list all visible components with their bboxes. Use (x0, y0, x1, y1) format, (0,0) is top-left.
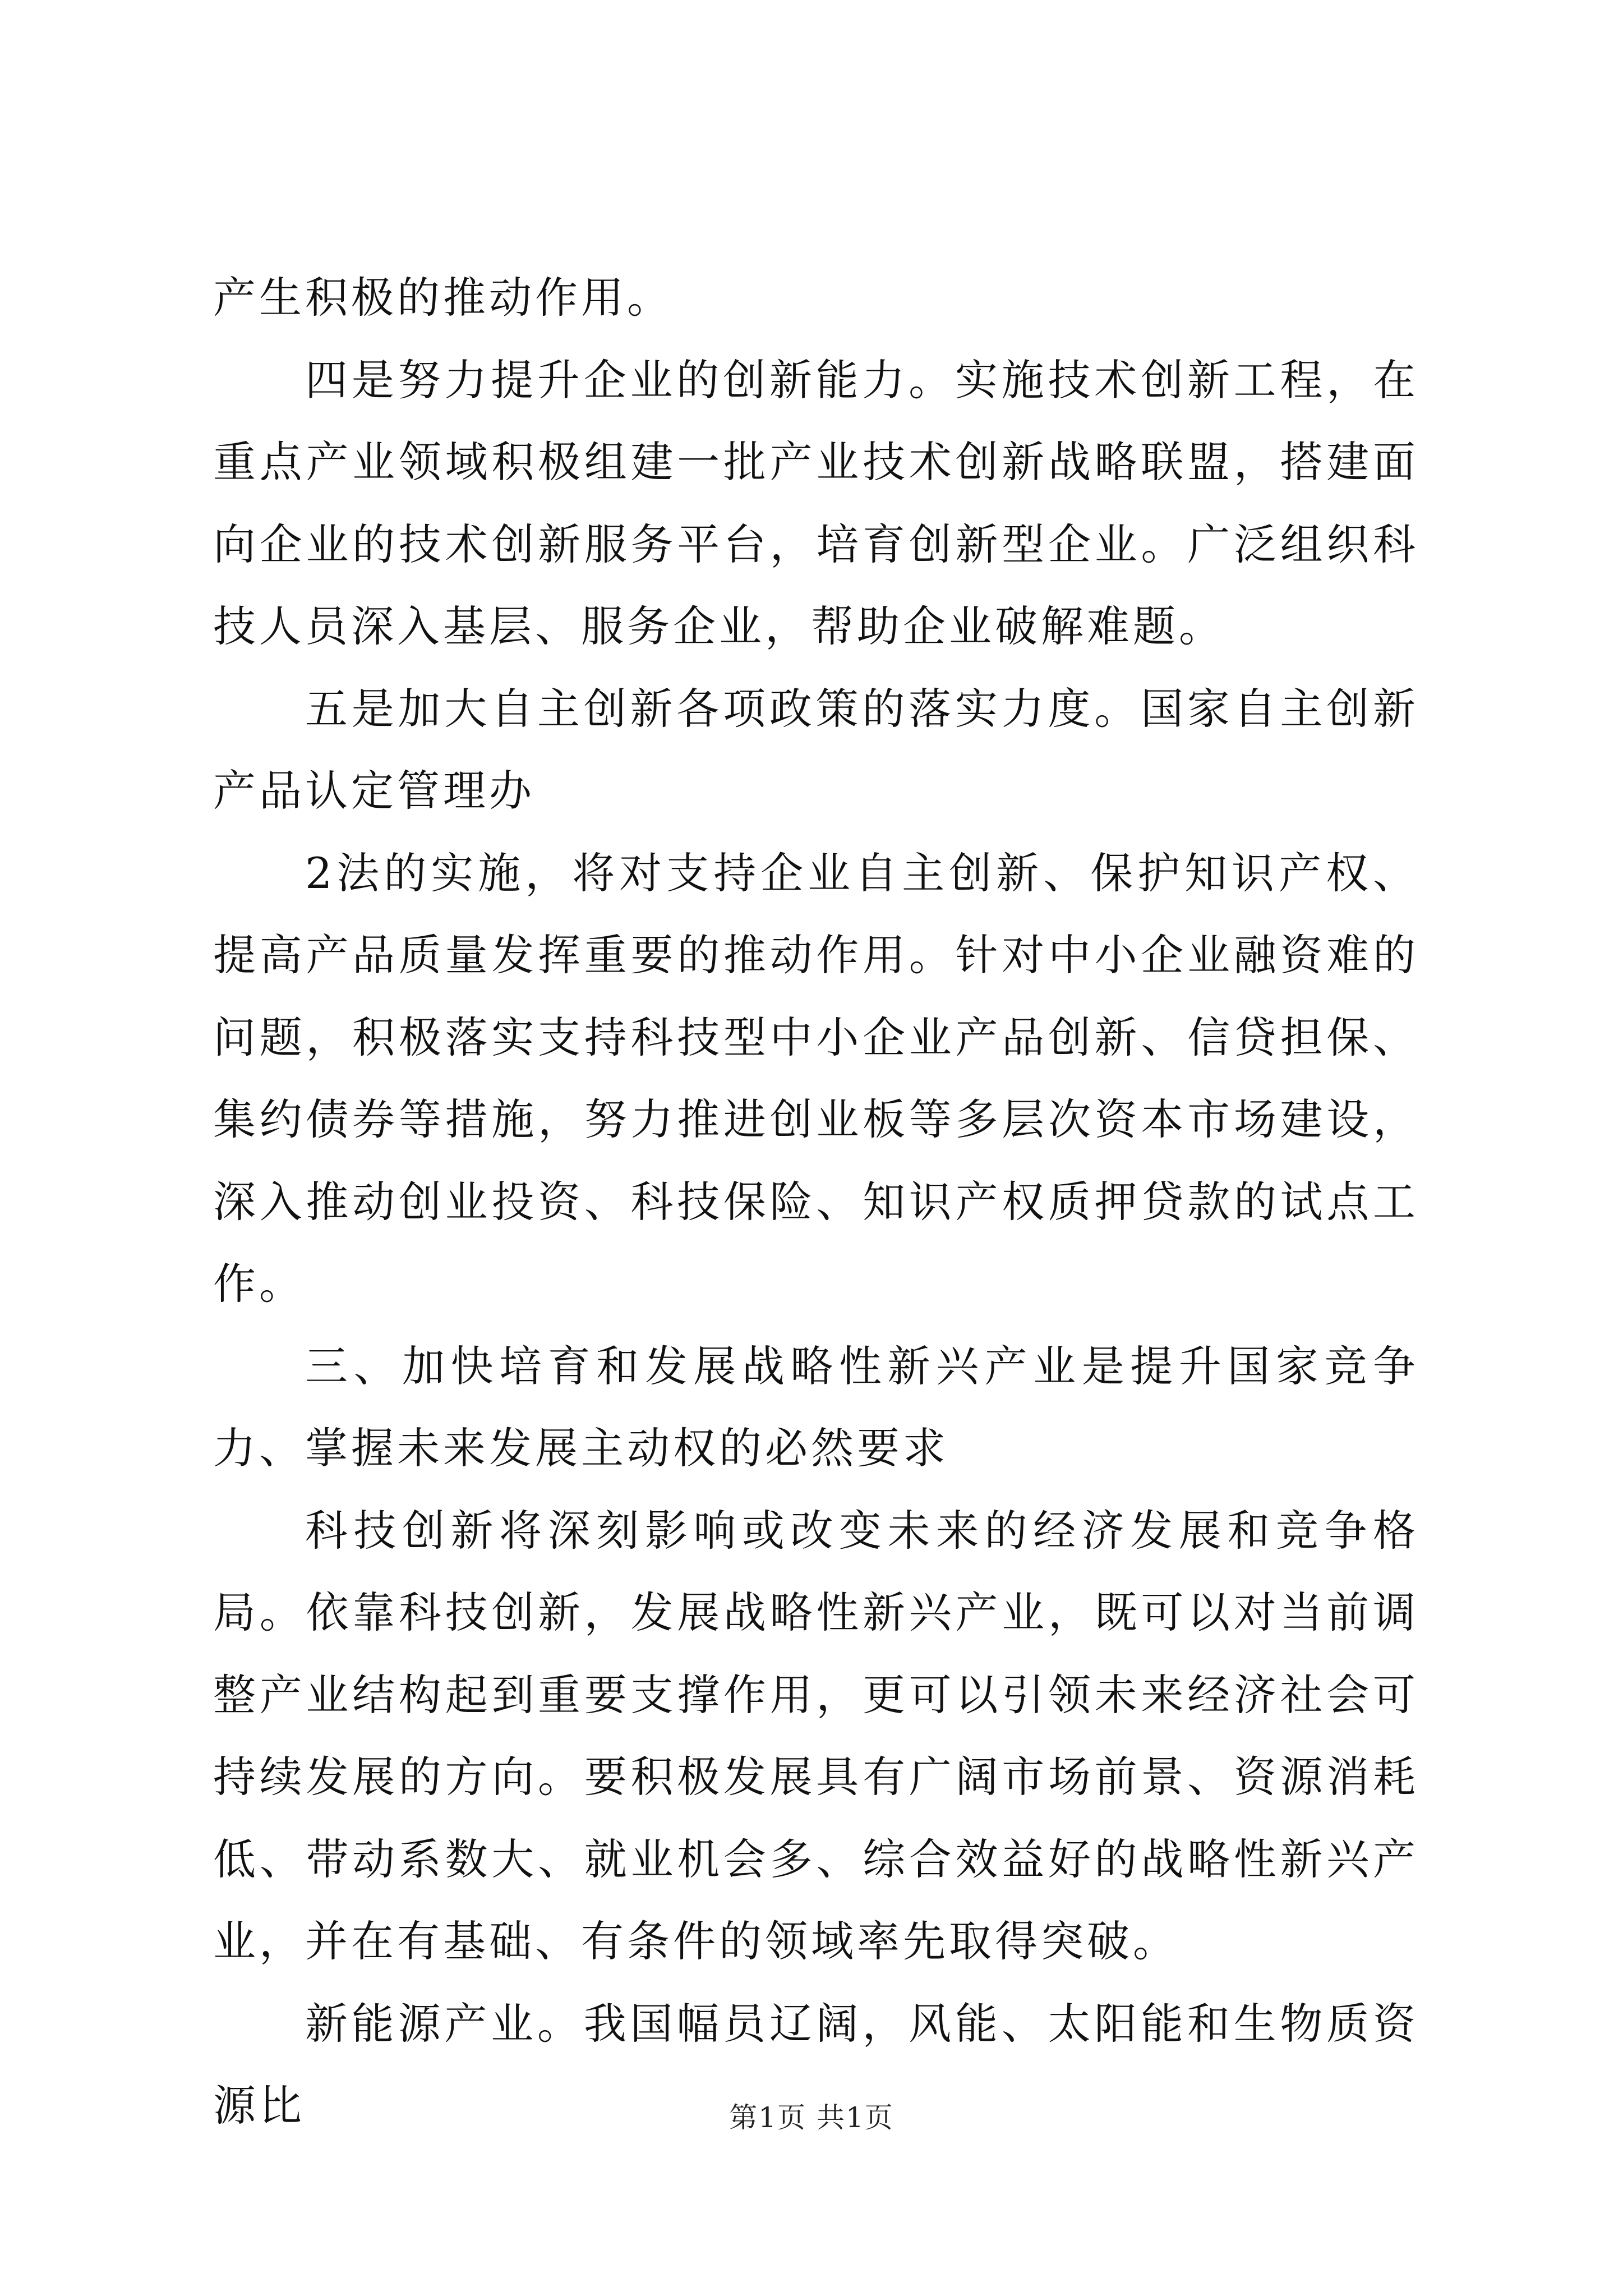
paragraph-2: 四是努力提升企业的创新能力。实施技术创新工程，在重点产业领域积极组建一批产业技术创新战略联盟，搭建面向企业的技术创新服务平台，培育创新型企业。广泛组织科技人员深入基层、服务企业，帮助企业破解难题。 (213, 355, 1419, 651)
document-body (213, 257, 1419, 2147)
paragraph-4: 2法的实施，将对支持企业自主创新、保护知识产权、提高产品质量发挥重要的推动作用。针对中小企业融资难的问题，积极落实支持科技型中小企业产品创新、信贷担保、集约债券等措施，努力推进创业板等多层次资本市场建设，深入推动创业投资、科技保险、知识产权质押贷款的试点工作。 (213, 848, 1419, 1309)
paragraph-1: 产生积极的推动作用。 (213, 273, 673, 323)
paragraph-3: 五是加大自主创新各项政策的落实力度。国家自主创新产品认定管理办 (213, 683, 1419, 816)
paragraph-5-section-heading: 三、加快培育和发展战略性新兴产业是提升国家竞争力、掌握未来发展主动权的必然要求 (213, 1341, 1419, 1473)
paragraph-7: 新能源产业。我国幅员辽阔，风能、太阳能和生物质资源比 (213, 1998, 1419, 2131)
page-footer: 第1页 共1页 (729, 2101, 894, 2134)
paragraph-6: 科技创新将深刻影响或改变未来的经济发展和竞争格局。依靠科技创新，发展战略性新兴产业，既可以对当前调整产业结构起到重要支撑作用，更可以引领未来经济社会可持续发展的方向。要积极发展具有广阔市场前景、资源消耗低、带动系数大、就业机会多、综合效益好的战略性新兴产业，并在有基础、有条件的领域率先取得突破。 (213, 1505, 1419, 1966)
